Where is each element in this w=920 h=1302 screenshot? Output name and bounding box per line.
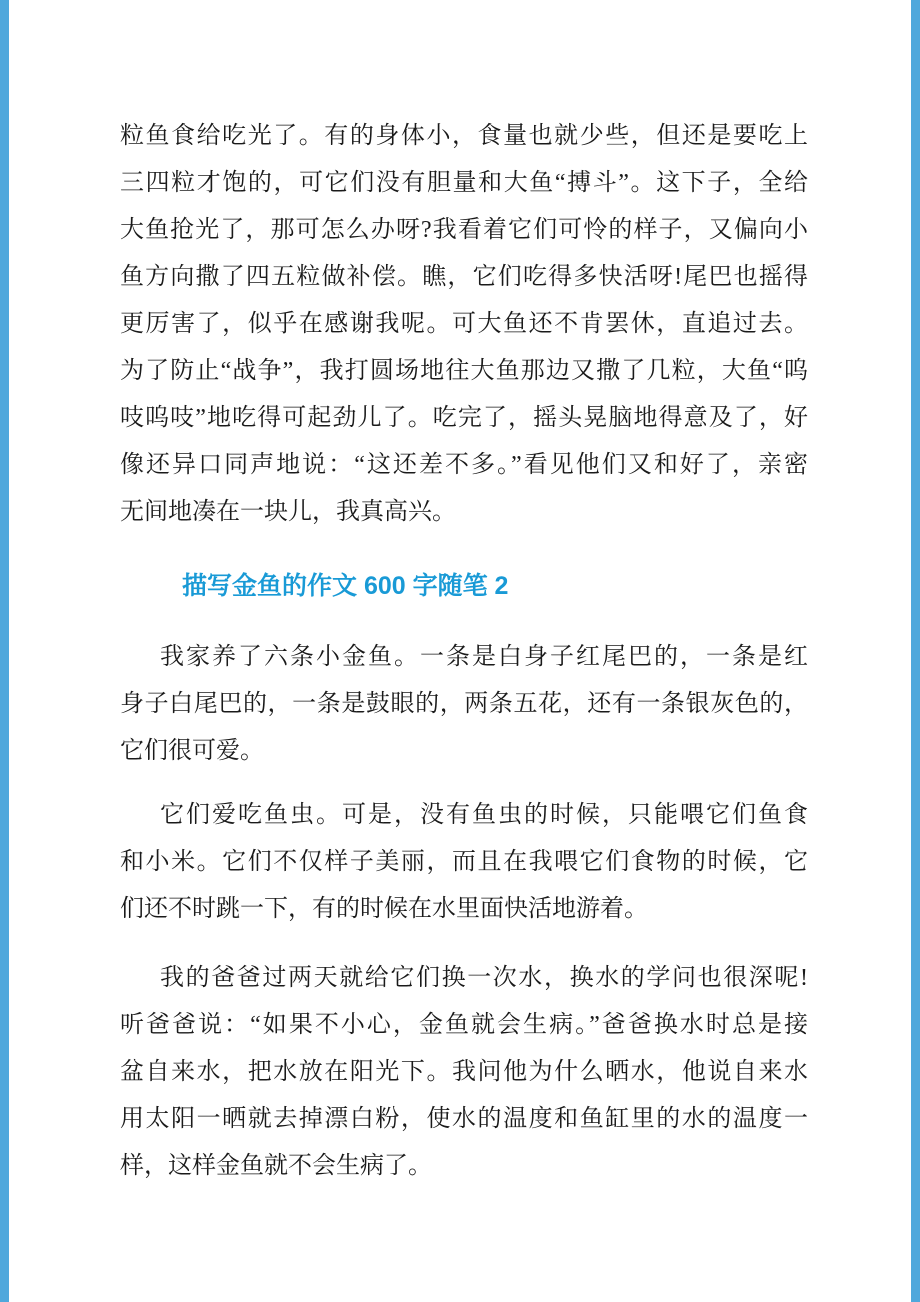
- text-line: 无间地凑在一块儿，我真高兴。: [120, 499, 456, 525]
- paragraph-4: [120, 955, 808, 1190]
- text-line: 三四粒才饱的，可它们没有胆量和大鱼“搏斗”。这下子，全给: [120, 170, 808, 196]
- text-line: 听爸爸说：“如果不小心，金鱼就会生病。”爸爸换水时总是接: [120, 1012, 808, 1038]
- page-left-border: [0, 0, 9, 1302]
- paragraph-3: [120, 792, 808, 933]
- text-line: 我的爸爸过两天就给它们换一次水，换水的学问也很深呢!: [160, 965, 808, 991]
- text-line: 它们爱吃鱼虫。可是，没有鱼虫的时候，只能喂它们鱼食: [160, 802, 808, 828]
- text-line: 更厉害了，似乎在感谢我呢。可大鱼还不肯罢休，直追过去。: [120, 311, 808, 337]
- text-line: 盆自来水，把水放在阳光下。我问他为什么晒水，他说自来水: [120, 1059, 808, 1085]
- text-line: 用太阳一晒就去掉漂白粉，使水的温度和鱼缸里的水的温度一: [120, 1106, 808, 1132]
- text-line: 鱼方向撒了四五粒做补偿。瞧，它们吃得多快活呀!尾巴也摇得: [120, 264, 808, 290]
- essay-subheading: 描写金鱼的作文 600 字随笔 2: [182, 572, 509, 600]
- text-line: 为了防止“战争”，我打圆场地往大鱼那边又撒了几粒，大鱼“呜: [120, 358, 808, 384]
- text-line: 我家养了六条小金鱼。一条是白身子红尾巴的，一条是红: [160, 644, 808, 670]
- text-line: 样，这样金鱼就不会生病了。: [120, 1153, 432, 1179]
- paragraph-2: [120, 634, 808, 775]
- paragraph-1: [120, 113, 808, 536]
- text-line: 们还不时跳一下，有的时候在水里面快活地游着。: [120, 896, 648, 922]
- text-line: 它们很可爱。: [120, 738, 264, 764]
- page-right-border: [911, 0, 920, 1302]
- text-line: 粒鱼食给吃光了。有的身体小，食量也就少些，但还是要吃上: [120, 123, 808, 149]
- text-line: 像还异口同声地说：“这还差不多。”看见他们又和好了，亲密: [120, 452, 808, 478]
- text-line: 吱呜吱”地吃得可起劲儿了。吃完了，摇头晃脑地得意及了，好: [120, 405, 808, 431]
- text-line: 和小米。它们不仅样子美丽，而且在我喂它们食物的时候，它: [120, 849, 808, 875]
- text-line: 大鱼抢光了，那可怎么办呀?我看着它们可怜的样子，又偏向小: [120, 217, 808, 243]
- text-line: 身子白尾巴的，一条是鼓眼的，两条五花，还有一条银灰色的，: [120, 691, 808, 717]
